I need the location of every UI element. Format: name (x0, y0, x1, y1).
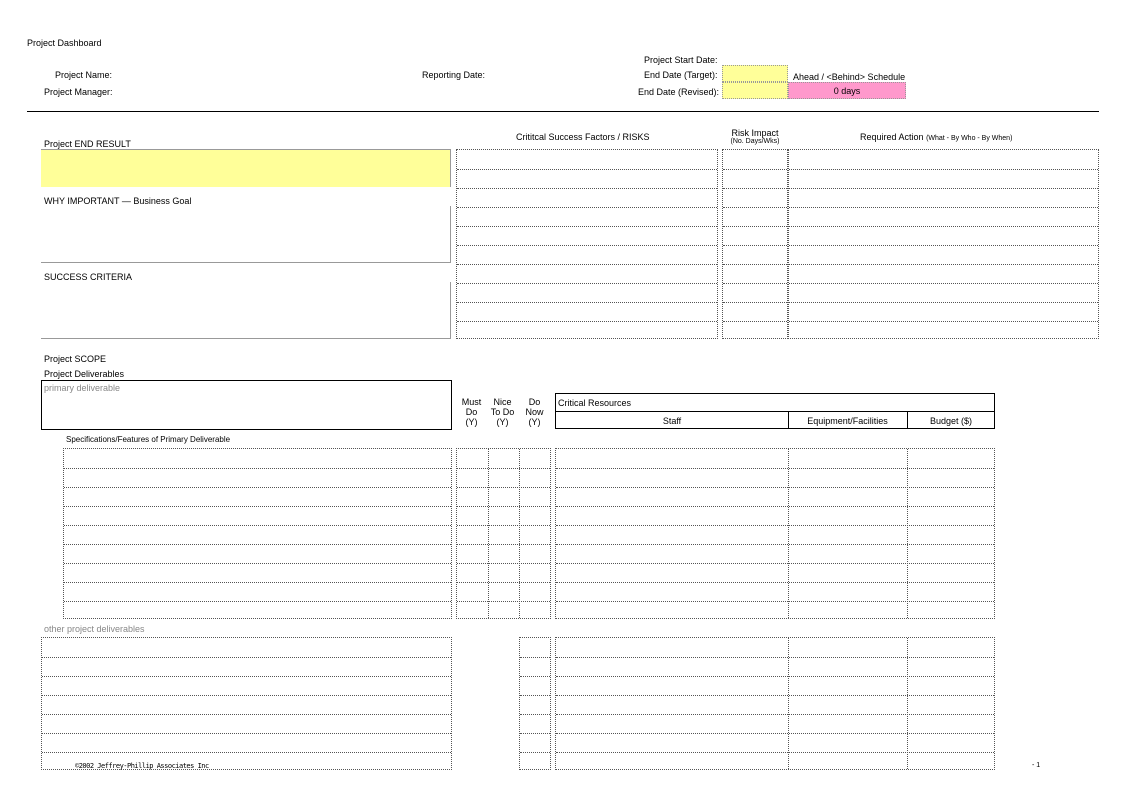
project-manager-label: Project Manager: (44, 87, 113, 97)
risk-impact-sub: (No. Days/Wks) (730, 138, 780, 145)
start-date-label: Project Start Date: (644, 55, 718, 65)
equipment-header: Equipment/Facilities (807, 416, 888, 426)
schedule-value: 0 days (788, 82, 906, 99)
priority-grid[interactable] (456, 448, 551, 619)
primary-deliverable-field[interactable] (41, 380, 452, 430)
risk-impact-header: Risk Impact (731, 128, 779, 138)
critical-resources-title: Critical Resources (558, 398, 632, 408)
other-deliverables-label: other project deliverables (44, 624, 145, 634)
end-target-field[interactable] (722, 65, 788, 82)
success-criteria-label: SUCCESS CRITERIA (44, 272, 133, 282)
page-title: Project Dashboard (27, 38, 102, 48)
end-revised-label: End Date (Revised): (638, 87, 720, 97)
end-result-label: Project END RESULT (44, 139, 131, 149)
staff-header: Staff (662, 416, 682, 426)
csf-header: Crititcal Success Factors / RISKS (516, 132, 650, 142)
page-number: - 1 (1032, 762, 1041, 769)
end-target-label: End Date (Target): (644, 70, 718, 80)
specs-label: Specifications/Features of Primary Deliverable (66, 435, 231, 444)
why-important-field[interactable] (41, 206, 451, 263)
csf-grid[interactable] (456, 149, 718, 339)
project-name-label: Project Name: (55, 70, 113, 80)
primary-deliverable-placeholder: primary deliverable (44, 383, 121, 393)
reporting-date-label: Reporting Date: (422, 70, 486, 80)
required-action-header: Required Action (What - By Who - By When) (860, 132, 1013, 142)
scope-label: Project SCOPE (44, 354, 107, 364)
why-important-label: WHY IMPORTANT — Business Goal (44, 196, 192, 206)
risk-impact-grid[interactable] (722, 149, 788, 339)
specs-grid[interactable] (63, 448, 452, 619)
critical-resources-header (555, 393, 995, 429)
budget-header: Budget ($) (929, 416, 973, 426)
other-resources-grid[interactable] (555, 637, 995, 770)
resources-grid[interactable] (555, 448, 995, 619)
deliverables-label: Project Deliverables (44, 369, 125, 379)
required-action-grid[interactable] (788, 149, 1099, 339)
success-criteria-field[interactable] (41, 282, 451, 339)
do-now-header: Do Now (Y) (525, 397, 544, 427)
other-deliverables-grid[interactable] (41, 637, 452, 770)
must-do-header: Must Do (Y) (461, 397, 482, 427)
schedule-label: Ahead / <Behind> Schedule (793, 72, 906, 82)
other-do-now-grid[interactable] (519, 637, 551, 770)
end-revised-field[interactable] (722, 82, 788, 99)
end-result-field[interactable] (41, 149, 451, 187)
header-divider (27, 111, 1099, 112)
nice-to-do-header: Nice To Do (Y) (490, 397, 515, 427)
copyright: ©2002 Jeffrey-Phillip Associates Inc (75, 762, 209, 770)
